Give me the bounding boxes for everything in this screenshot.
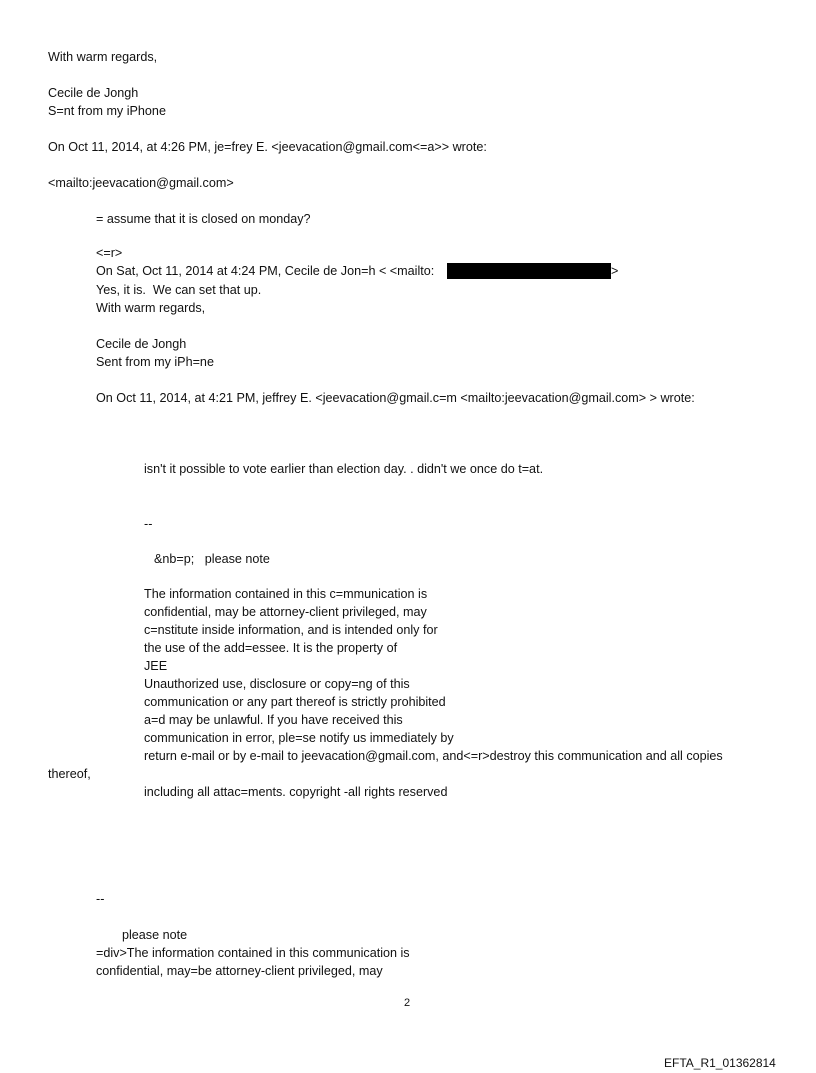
disclaimer-line: communication in error, ple=se notify us immediately by [144, 731, 454, 745]
signature-separator: -- [96, 892, 105, 906]
mailto-line: <mailto:jeevacation@gmail.com> [48, 176, 234, 190]
quoted-question: isn't it possible to vote earlier than election day. . didn't we once do t=at. [144, 462, 544, 476]
sender-name: Cecile de Jongh [48, 86, 139, 100]
disclaimer-line: communication or any part thereof is strictly prohibited [144, 695, 446, 709]
disclaimer-line: The information contained in this c=mmunication is [144, 587, 428, 601]
closing-line: With warm regards, [96, 301, 206, 315]
email-header-line: On Oct 11, 2014, at 4:26 PM, je=frey E. <jeevacation@gmail.com<=a>> wrote: [48, 140, 487, 154]
reply-question: = assume that it is closed on monday? [96, 212, 311, 226]
disclaimer-line: a=d may be unlawful. If you have received this [144, 713, 403, 727]
disclaimer-line: =div>The information contained in this communication is [96, 946, 410, 960]
redaction-box [447, 263, 611, 279]
disclaimer-wrap-line: thereof, [48, 767, 91, 781]
br-tag-line: <=r> [96, 246, 123, 260]
disclaimer-line: c=nstitute inside information, and is intended only for [144, 623, 438, 637]
disclaimer-line: including all attac=ments. copyright -all rights reserved [144, 785, 448, 799]
page-number: 2 [404, 997, 411, 1009]
email-header-line-redacted: On Sat, Oct 11, 2014 at 4:24 PM, Cecile de Jon=h < <mailto: [96, 264, 435, 278]
document-id-footer: EFTA_R1_01362814 [664, 1056, 776, 1070]
signature-separator: -- [144, 517, 153, 531]
reply-answer: Yes, it is. We can set that up. [96, 283, 262, 297]
closing-line: With warm regards, [48, 50, 158, 64]
header-closing-bracket: > [611, 264, 619, 278]
email-header-line: On Oct 11, 2014, at 4:21 PM, jeffrey E. <jeevacation@gmail.c=m <mailto:jeevacation@gmail.com> > wrote: [96, 391, 695, 405]
disclaimer-line: confidential, may=be attorney-client privileged, may [96, 964, 383, 978]
sent-from-line: S=nt from my iPhone [48, 104, 166, 118]
please-note-line: &nb=p; please note [154, 552, 270, 566]
sender-name: Cecile de Jongh [96, 337, 187, 351]
disclaimer-line: confidential, may be attorney-client privileged, may [144, 605, 427, 619]
please-note-line: please note [122, 928, 188, 942]
disclaimer-line: return e-mail or by e-mail to jeevacation@gmail.com, and<=r>destroy this communication and all copies [144, 749, 723, 763]
disclaimer-line: Unauthorized use, disclosure or copy=ng of this [144, 677, 410, 691]
sent-from-line: Sent from my iPh=ne [96, 355, 214, 369]
disclaimer-line: JEE [144, 659, 168, 673]
disclaimer-line: the use of the add=essee. It is the property of [144, 641, 398, 655]
